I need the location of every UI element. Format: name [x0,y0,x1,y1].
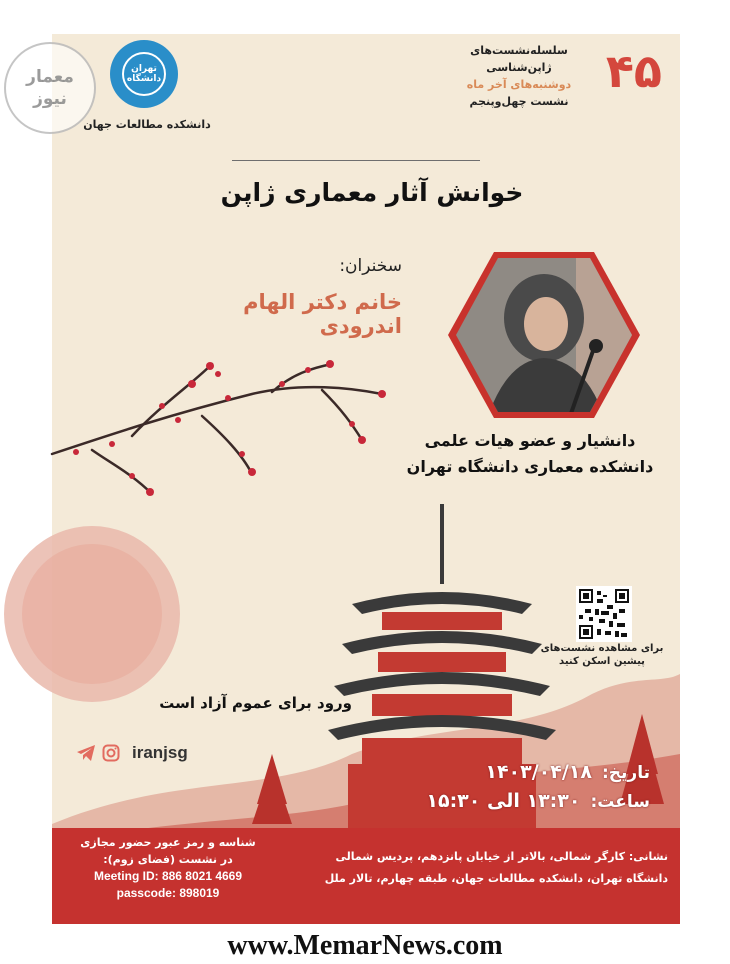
event-datetime [350,758,650,816]
virtual-access-info: شناسه و رمز عبور حضور مجازی در نشست (فضای زوم): Meeting ID: 886 8021 4669 passcode: 898019 [68,834,268,902]
social-handle[interactable]: iranjsg [132,743,188,762]
meeting-id[interactable]: Meeting ID: 886 8021 4669 [93,869,243,883]
footer-band [52,828,680,924]
blossom-flowers [73,360,386,496]
speaker-photo [446,248,642,422]
social-links [76,742,188,764]
date-label: تاریخ: [602,763,650,783]
cherry-blossom-branch [52,364,382,494]
university-logo [110,40,178,108]
speaker-label: سخنران: [339,256,402,276]
series-info [444,42,594,110]
passcode[interactable]: passcode: 898019 [116,886,220,900]
instagram-icon[interactable] [102,744,120,762]
session-number: ۴۵ [605,44,662,98]
watermark-text: نیوز [33,89,67,109]
university-seal: تهران دانشگاه [122,52,166,96]
series-schedule: دوشنبه‌های آخر ماه [466,78,572,91]
venue-address: نشانی: کارگر شمالی، بالاتر از خیابان پانزدهم، پردیس شمالی دانشگاه تهران، دانشکده مطالعات جهان، طبقه چهارم، تالار ملل [324,850,668,885]
watermark-logo [4,42,96,134]
divider [232,160,480,161]
time-value: ۱۳:۳۰ الی ۱۵:۳۰ [426,790,581,812]
qr-caption: برای مشاهده نشست‌های پیشین اسکن کنید [540,643,664,667]
date-value: ۱۴۰۳/۰۴/۱۸ [485,761,592,783]
role-line: دانشکده معماری دانشگاه تهران [406,457,654,476]
time-label: ساعت: [590,792,650,812]
telegram-icon[interactable] [76,744,96,762]
watermark-text: معمار [26,67,74,87]
qr-code[interactable] [576,586,632,642]
role-line: دانشیار و عضو هیات علمی [424,431,636,450]
website-url[interactable]: www.MemarNews.com [227,930,503,961]
series-line: سلسله‌نشست‌های [470,44,568,57]
speaker-role [382,428,678,480]
event-title: خوانش آثار معماری ژاپن [220,178,524,207]
pagoda [328,504,556,874]
faculty-name: دانشکده مطالعات جهان [83,118,211,131]
session-number-text: نشست چهل‌و‌پنجم [469,95,569,108]
series-line: ژاپن‌شناسی [486,61,552,74]
free-entry-note: ورود برای عموم آزاد است [159,694,352,712]
poster [26,34,680,924]
speaker-name: خانم دکتر الهام اندرودی [243,290,402,338]
